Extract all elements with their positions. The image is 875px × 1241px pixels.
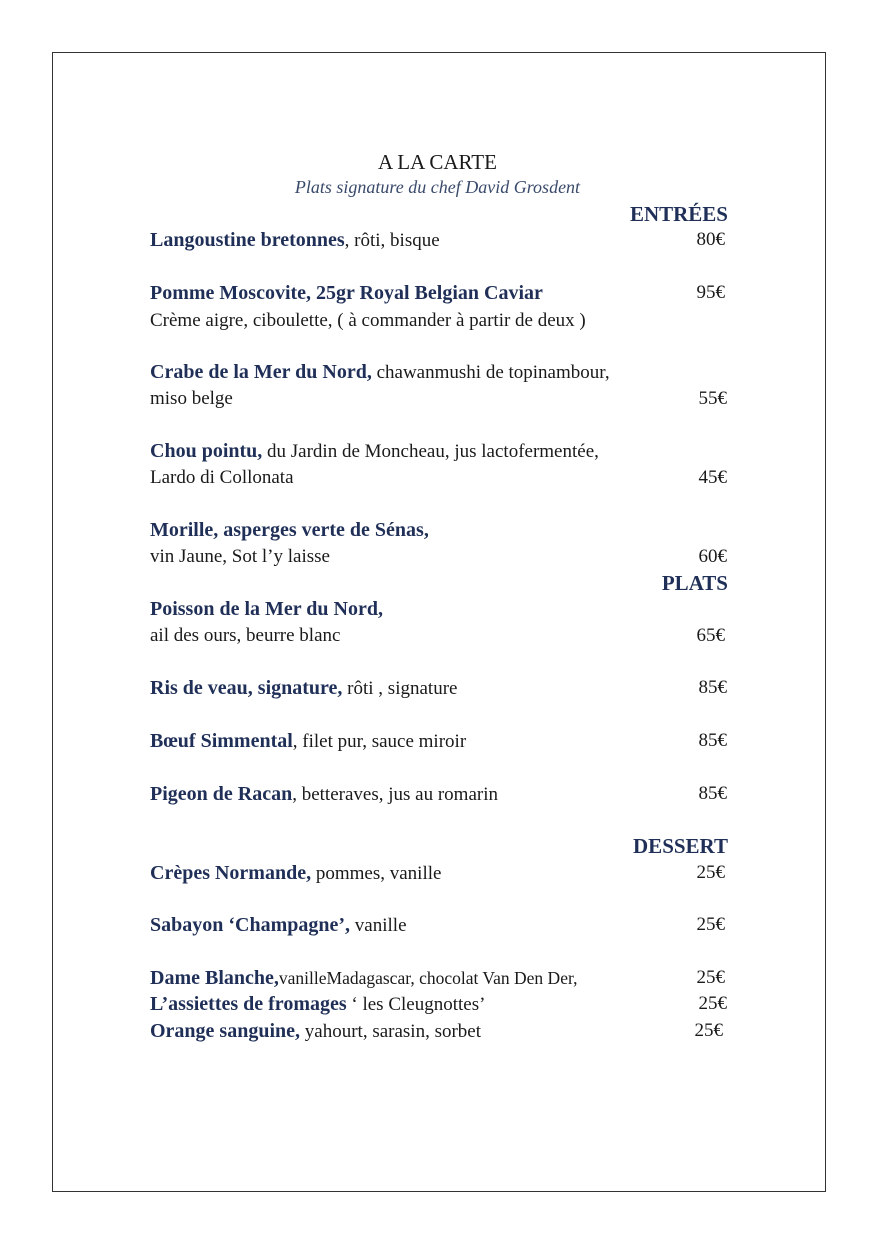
item-langoustine: [150, 229, 440, 252]
item-boeuf: [150, 730, 466, 753]
item-orange: [150, 1020, 481, 1043]
item-name: Orange sanguine,: [150, 1020, 301, 1042]
price-ris: 85€: [698, 677, 727, 698]
item-morille-desc2: vin Jaune, Sot l’y laisse: [150, 546, 330, 567]
item-name: Crèpes Normande,: [150, 862, 312, 884]
item-ris: [150, 677, 457, 700]
item-pomme: [150, 282, 543, 305]
item-pomme-desc: Crème aigre, ciboulette, ( à commander à partir de deux ): [150, 310, 586, 331]
item-desc: , rôti, bisque: [344, 230, 440, 251]
item-desc: , betteraves, jus au romarin: [292, 784, 498, 805]
price-morille: 60€: [698, 546, 727, 567]
item-desc: yahourt, sarasin, sorbet: [300, 1021, 482, 1042]
section-entrees: ENTRÉES: [629, 202, 728, 226]
price-sabayon: 25€: [696, 914, 725, 935]
item-name: Pomme Moscovite, 25gr Royal Belgian Caviar: [150, 282, 543, 304]
item-name: Chou pointu,: [150, 440, 263, 462]
item-chou-desc2: Lardo di Collonata: [150, 467, 294, 488]
price-crepes: 25€: [696, 862, 725, 883]
item-sabayon: [150, 914, 407, 937]
item-name: Sabayon ‘Champagne’,: [150, 914, 351, 936]
item-name: Crabe de la Mer du Nord,: [150, 361, 372, 383]
item-name: Pigeon de Racan: [150, 783, 293, 805]
item-morille: [150, 519, 429, 542]
price-chou: 45€: [698, 467, 727, 488]
item-crepes: [150, 862, 441, 885]
menu-subtitle: Plats signature du chef David Grosdent: [294, 177, 581, 197]
item-name: Langoustine bretonnes: [150, 229, 345, 251]
section-plats: PLATS: [661, 571, 728, 595]
menu-title: A LA CARTE: [378, 150, 497, 174]
item-desc: du Jardin de Moncheau, jus lactofermentée,: [262, 441, 599, 462]
item-crabe: [150, 361, 610, 384]
item-pigeon: [150, 783, 498, 806]
item-fromages: [150, 993, 485, 1016]
item-desc: vanille: [350, 915, 407, 936]
item-name: Ris de veau, signature,: [150, 677, 343, 699]
item-name: Morille, asperges verte de Sénas,: [150, 519, 429, 541]
item-chou: [150, 440, 599, 463]
price-boeuf: 85€: [698, 730, 727, 751]
item-name: L’assiettes de fromages: [150, 993, 347, 1015]
price-orange: 25€: [694, 1020, 723, 1041]
item-name: Bœuf Simmental: [150, 730, 293, 752]
section-dessert: DESSERT: [633, 834, 728, 858]
item-desc: , filet pur, sauce miroir: [292, 731, 467, 752]
item-desc: chawanmushi de topinambour,: [371, 362, 610, 383]
item-poisson-desc2: ail des ours, beurre blanc: [150, 625, 341, 646]
price-poisson: 65€: [696, 625, 725, 646]
item-name: Dame Blanche,: [150, 967, 279, 989]
price-pomme: 95€: [696, 282, 725, 303]
price-crabe: 55€: [698, 388, 727, 409]
price-fromages: 25€: [698, 993, 727, 1014]
price-dame: 25€: [696, 967, 725, 988]
item-desc: ‘ les Cleugnottes’: [346, 994, 486, 1015]
price-pigeon: 85€: [698, 783, 727, 804]
item-crabe-desc2: miso belge: [150, 388, 233, 409]
item-desc: vanilleMadagascar, chocolat Van Den Der,: [278, 968, 578, 988]
item-desc: rôti , signature: [342, 678, 458, 699]
item-name: Poisson de la Mer du Nord,: [150, 598, 383, 620]
price-langoustine: 80€: [696, 229, 725, 250]
item-desc: pommes, vanille: [311, 863, 442, 884]
item-poisson: [150, 598, 383, 621]
item-dame: [150, 967, 577, 990]
